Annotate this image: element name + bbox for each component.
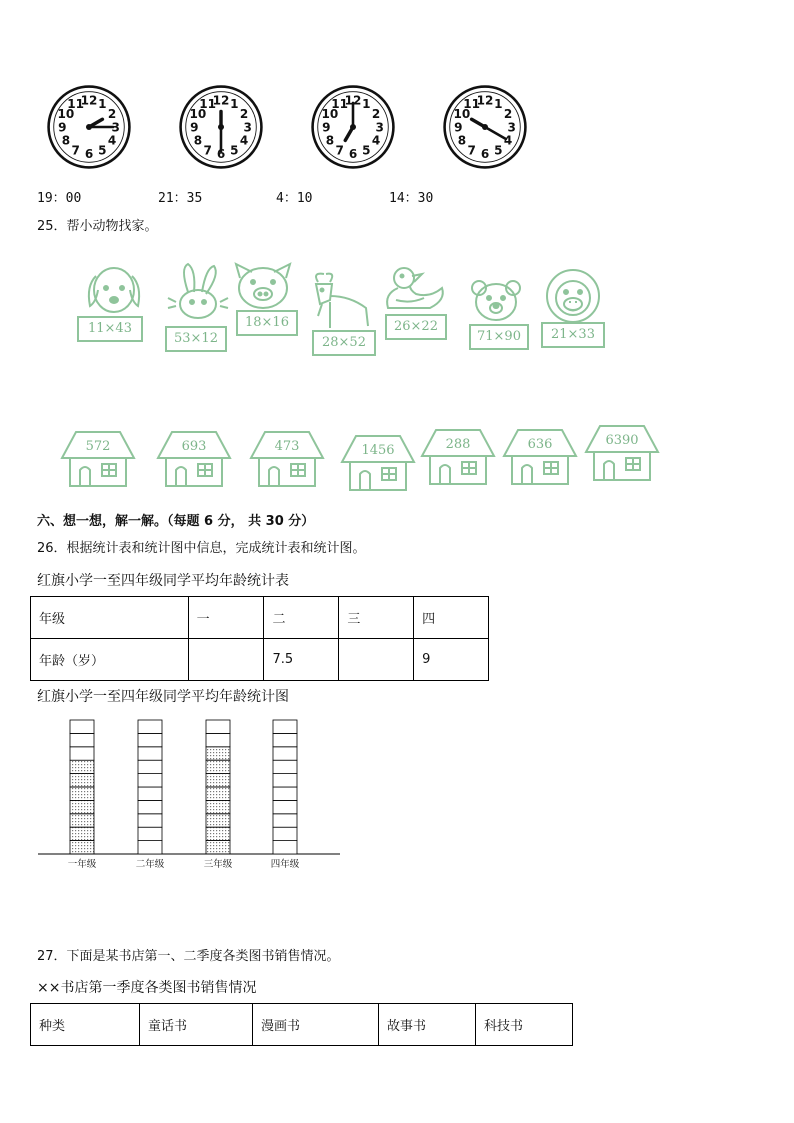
clock-number: 8	[325, 133, 335, 148]
clock-number: 2	[239, 106, 249, 121]
clock-number: 10	[189, 106, 207, 121]
clock-number: 3	[507, 120, 516, 135]
chart-bar-cell	[70, 747, 94, 760]
clock-number: 7	[467, 143, 476, 158]
clock-number: 10	[321, 106, 339, 121]
rabbit-icon	[166, 262, 230, 330]
chart-bar-cell	[70, 733, 94, 746]
clock-number: 2	[371, 106, 381, 121]
animal-tag-pig: 18×16	[236, 310, 298, 336]
clock-number: 6	[216, 146, 226, 161]
clock-number: 4	[371, 133, 381, 148]
table-header-cell: 一	[188, 597, 264, 639]
house-number-6: 636	[527, 437, 553, 452]
chart-bar-cell	[138, 760, 162, 773]
house-number-1: 572	[85, 439, 111, 454]
chart-bar-cell	[138, 800, 162, 813]
clock-number: 4	[107, 133, 117, 148]
time-label-3: 4：10	[276, 191, 313, 206]
time-label-2: 21：35	[158, 191, 203, 206]
clock-number: 5	[362, 143, 371, 158]
clock-number: 8	[61, 133, 71, 148]
house-number-7: 6390	[605, 433, 639, 448]
clock-number: 12	[476, 93, 494, 108]
pig-icon	[232, 262, 294, 312]
clock-number: 8	[457, 133, 467, 148]
clock-face-3	[310, 84, 396, 170]
dog-icon	[82, 262, 146, 322]
clock-number: 9	[322, 120, 331, 135]
table-row	[31, 1004, 573, 1046]
clock-number: 3	[111, 120, 120, 135]
table-header-cell: 二	[264, 597, 339, 639]
clock-number: 12	[80, 93, 98, 108]
chart-category-label: 二年级	[135, 859, 165, 870]
table-header-cell: 四	[414, 597, 489, 639]
clock-number: 8	[193, 133, 203, 148]
table-cell: 年龄（岁）	[31, 639, 189, 681]
chart-bar-cell	[70, 787, 94, 800]
section-6-title: 六、想一想，解一解。（每题 6 分， 共 30 分）	[37, 514, 315, 529]
book-sales-table	[30, 1003, 573, 1046]
clock-number: 3	[243, 120, 252, 135]
chart-category-label: 三年级	[203, 859, 233, 870]
chart-bar-2[interactable]	[138, 720, 162, 854]
chart-bar-cell	[206, 733, 230, 746]
clock-number: 9	[58, 120, 67, 135]
table-header-cell: 种类	[31, 1004, 140, 1046]
chart-bar-cell	[138, 827, 162, 840]
chart-bar-cell	[273, 800, 297, 813]
table-cell: 9	[414, 639, 489, 681]
clock-number: 11	[463, 97, 481, 112]
chart-bar-cell	[273, 841, 297, 854]
animal-tag-dog: 11×43	[77, 316, 143, 342]
monkey-icon	[540, 266, 606, 324]
q26-chart-caption: 红旗小学一至四年级同学平均年龄统计图	[37, 689, 289, 705]
bear-icon	[470, 278, 522, 324]
chart-bar-cell	[70, 800, 94, 813]
clock-number: 5	[98, 143, 107, 158]
chart-bar-cell	[273, 827, 297, 840]
house-5	[418, 428, 498, 492]
chart-bar-cell	[70, 827, 94, 840]
clock-number: 9	[190, 120, 199, 135]
clock-number: 3	[375, 120, 384, 135]
clock-number: 7	[71, 143, 80, 158]
clock-number: 9	[454, 120, 463, 135]
table-header-cell: 漫画书	[253, 1004, 379, 1046]
chart-bar-cell	[138, 747, 162, 760]
clock-number: 7	[203, 143, 212, 158]
clock-number: 1	[494, 97, 503, 112]
table-header-cell: 科技书	[476, 1004, 573, 1046]
chart-bar-4[interactable]	[273, 720, 297, 854]
duck-icon	[380, 264, 448, 316]
chart-bar-cell	[70, 774, 94, 787]
chart-bar-cell	[138, 774, 162, 787]
chart-bar-cell	[138, 733, 162, 746]
house-4	[338, 434, 418, 498]
clock-face-2	[178, 84, 264, 170]
clock-number: 5	[230, 143, 239, 158]
animal-tag-rabbit: 53×12	[165, 326, 227, 352]
table-cell-answer[interactable]	[188, 639, 264, 681]
clock-number: 11	[67, 97, 85, 112]
age-table	[30, 596, 489, 681]
chart-bar-cell	[70, 841, 94, 854]
chart-bar-cell	[206, 841, 230, 854]
house-7	[582, 424, 662, 488]
chart-bar-cell	[273, 787, 297, 800]
clock-face-1	[46, 84, 132, 170]
clock-number: 6	[480, 146, 490, 161]
table-cell: 7.5	[264, 639, 339, 681]
time-label-4: 14：30	[389, 191, 434, 206]
house-3	[247, 430, 327, 494]
clock-number: 10	[453, 106, 471, 121]
chart-bar-3[interactable]	[206, 720, 230, 854]
table-row	[31, 639, 489, 681]
chart-bar-cell	[138, 720, 162, 733]
animal-tag-bear: 71×90	[469, 324, 529, 350]
question-27-title: 27．下面是某书店第一、二季度各类图书销售情况。	[37, 949, 340, 964]
age-bar-chart	[30, 716, 350, 876]
chart-bar-cell	[206, 774, 230, 787]
chart-bar-cell	[138, 814, 162, 827]
chart-bar-cell	[273, 774, 297, 787]
chart-bar-cell	[138, 787, 162, 800]
question-25-title: 25．帮小动物找家。	[37, 219, 158, 234]
clock-number: 12	[344, 93, 362, 108]
clock-number: 4	[239, 133, 249, 148]
house-number-5: 288	[445, 437, 471, 452]
chart-bar-cell	[273, 760, 297, 773]
clock-number: 1	[230, 97, 239, 112]
table-cell-answer[interactable]	[339, 639, 414, 681]
q26-table-caption: 红旗小学一至四年级同学平均年龄统计表	[37, 573, 289, 589]
chart-bar-cell	[138, 841, 162, 854]
table-header-cell: 童话书	[140, 1004, 253, 1046]
chart-bar-cell	[206, 827, 230, 840]
animal-tag-duck: 26×22	[385, 314, 447, 340]
house-6	[500, 428, 580, 492]
house-1	[58, 430, 138, 494]
chart-bar-cell	[206, 747, 230, 760]
chart-bar-cell	[273, 814, 297, 827]
q27-table-caption: ××书店第一季度各类图书销售情况	[37, 980, 257, 996]
house-number-2: 693	[181, 439, 207, 454]
clock-number: 1	[362, 97, 371, 112]
chart-bar-cell	[70, 720, 94, 733]
clock-number: 6	[84, 146, 94, 161]
goat-icon	[306, 270, 376, 332]
chart-bar-cell	[206, 814, 230, 827]
time-label-1: 19：00	[37, 191, 82, 206]
clock-number: 12	[212, 93, 230, 108]
clock-hand	[485, 127, 506, 139]
chart-bar-cell	[206, 720, 230, 733]
table-header-cell: 年级	[31, 597, 189, 639]
chart-category-label: 四年级	[270, 859, 300, 870]
chart-bar-cell	[273, 747, 297, 760]
clock-number: 2	[503, 106, 513, 121]
animal-tag-monkey: 21×33	[541, 322, 605, 348]
clock-number: 4	[503, 133, 513, 148]
clock-number: 5	[494, 143, 503, 158]
clock-number: 1	[98, 97, 107, 112]
chart-category-label: 一年级	[67, 859, 97, 870]
chart-bar-cell	[70, 814, 94, 827]
chart-bar-cell	[273, 720, 297, 733]
chart-bar-cell	[206, 787, 230, 800]
chart-bar-cell	[206, 760, 230, 773]
clock-face-4	[442, 84, 528, 170]
clock-number: 11	[331, 97, 349, 112]
table-header-cell: 故事书	[379, 1004, 476, 1046]
chart-bar-cell	[70, 760, 94, 773]
chart-bar-1[interactable]	[70, 720, 94, 854]
animal-tag-goat: 28×52	[312, 330, 376, 356]
chart-bar-cell	[206, 800, 230, 813]
clock-number: 11	[199, 97, 217, 112]
table-header-cell: 三	[339, 597, 414, 639]
clock-number: 2	[107, 106, 117, 121]
clock-number: 10	[57, 106, 75, 121]
chart-bar-cell	[273, 733, 297, 746]
house-number-3: 473	[274, 439, 300, 454]
house-2	[154, 430, 234, 494]
table-row	[31, 597, 489, 639]
question-26-title: 26．根据统计表和统计图中信息，完成统计表和统计图。	[37, 541, 366, 556]
house-number-4: 1456	[361, 443, 395, 458]
clock-number: 7	[335, 143, 344, 158]
clock-number: 6	[348, 146, 358, 161]
